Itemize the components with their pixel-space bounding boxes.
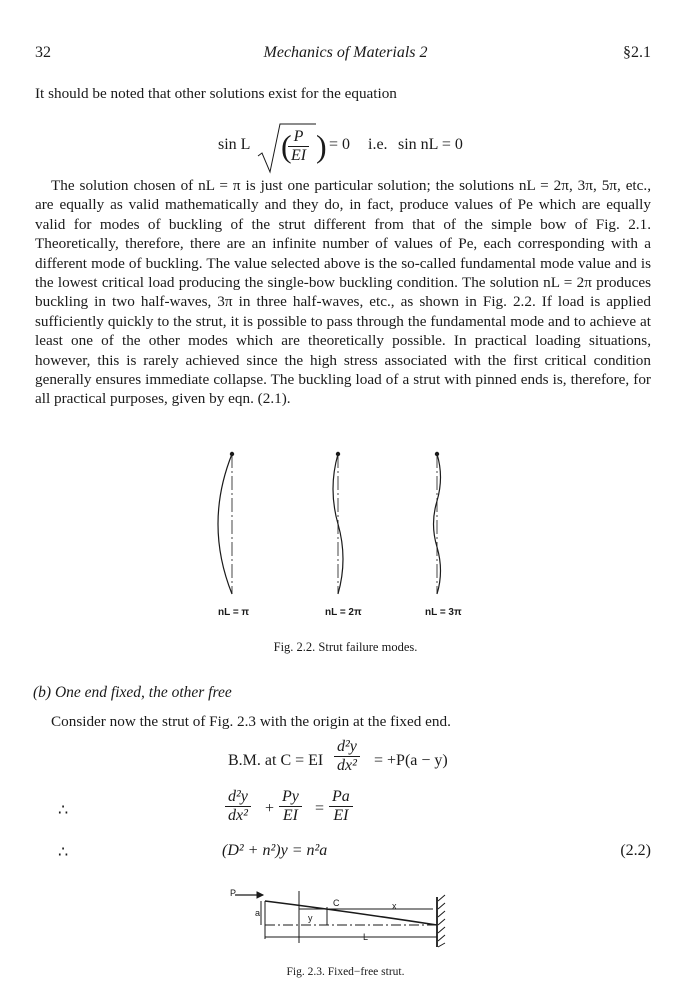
page-number: 32: [35, 44, 51, 61]
pin-top-3: [435, 452, 438, 455]
subsection-heading: (b) One end fixed, the other free: [33, 684, 232, 701]
deflected-strut: [265, 901, 437, 925]
pin-top-2: [336, 452, 339, 455]
equation-number: (2.2): [620, 842, 651, 859]
bm-frac: [334, 738, 360, 775]
mode-label-2: nL = 2π: [325, 607, 362, 618]
eq2-n3: Pa: [329, 788, 353, 807]
section-number: §2.1: [623, 44, 651, 61]
eq2-frac-3: [329, 788, 353, 825]
mode-label-1: nL = π: [218, 607, 250, 618]
eq2-d3: EI: [333, 807, 349, 824]
load-arrowhead: [257, 892, 263, 898]
bm-den: dx²: [337, 757, 357, 774]
equation-bm: [228, 738, 528, 784]
frac-den: EI: [291, 147, 307, 164]
eq-zero: = 0: [329, 136, 351, 153]
eq-sin-right: sin nL = 0: [398, 136, 463, 153]
intro-line: It should be noted that other solutions exist for the equation: [35, 85, 397, 102]
fig23-label-L: L: [363, 932, 369, 942]
eq2-equals: =: [315, 800, 325, 817]
bm-lhs: B.M. at C = EI: [228, 752, 324, 769]
eq2-d2: EI: [282, 807, 298, 824]
mode-label-3: nL = 3π: [425, 607, 462, 618]
consider-line: Consider now the strut of Fig. 2.3 with the origin at the fixed end.: [51, 713, 451, 730]
strut1-curve: [218, 454, 232, 594]
eq2-n2: Py: [279, 788, 302, 807]
fig23-label-x: x: [392, 901, 397, 911]
wall-hatch: [438, 895, 445, 947]
equation-operator: (D² + n²)y = n²a: [222, 842, 328, 859]
bm-num: d²y: [334, 738, 360, 757]
running-title: Mechanics of Materials 2: [263, 44, 428, 61]
fig-2-2-caption: Fig. 2.2. Strut failure modes.: [273, 640, 418, 654]
eq2-frac-1: [225, 788, 251, 825]
eq-ie: i.e.: [368, 136, 388, 153]
eq2-n1: d²y: [225, 788, 251, 807]
therefore-2: ∴: [58, 844, 69, 861]
eq2-d1: dx²: [228, 807, 248, 824]
fig-2-3-strut: [225, 885, 465, 955]
fig23-label-P: P: [230, 888, 237, 898]
body-paragraph: The solution chosen of nL = π is just one particular solution; the solutions nL = 2π, 3π, 5π, etc., are equally as valid mathematically and they do, in fact, produce values of Pe which are equally valid for modes of buckling of the strut different from that of the simple bow of Fig. 2.1. Theoretically, therefore, there are an infinite number of values of Pe, each corresponding with a different mode of buckling. The value selected above is the so-called fundamental mode value and is the lowest critical load producing the single-bow buckling condition. The solution nL = 2π produces buckling in two half-waves, 3π in three half-waves, etc., as shown in Fig. 2.2. If load is applied sufficiently quickly to the strut, it is possible to pass through the fundamental mode and to achieve at least one of the other modes which are theoretically possible. In practical loading situations, however, this is rarely achieved since the high stress associated with the first critical condition generally ensures immediate collapse. The buckling load of a strut with pinned ends is, therefore, for all practical purposes, given by eqn. (2.1).: [35, 177, 651, 408]
paren-left: (: [281, 128, 292, 164]
paren-right: ): [316, 128, 327, 164]
pin-top-1: [230, 452, 233, 455]
fig23-label-C: C: [333, 898, 340, 908]
eq2-frac-2: [279, 788, 302, 825]
bm-rhs: = +P(a − y): [374, 752, 448, 769]
fig23-label-a: a: [255, 908, 261, 918]
eq-sin-left: sin L: [218, 136, 251, 153]
fig-2-2-struts: [200, 448, 460, 608]
fig23-label-y: y: [308, 913, 313, 923]
eq2-plus: +: [265, 800, 275, 817]
frac-p-ei: [288, 128, 309, 165]
frac-num: P: [288, 128, 309, 147]
fig-2-3-caption: Fig. 2.3. Fixed−free strut.: [286, 966, 405, 978]
equation-diff: [225, 788, 425, 834]
therefore-1: ∴: [58, 802, 69, 819]
